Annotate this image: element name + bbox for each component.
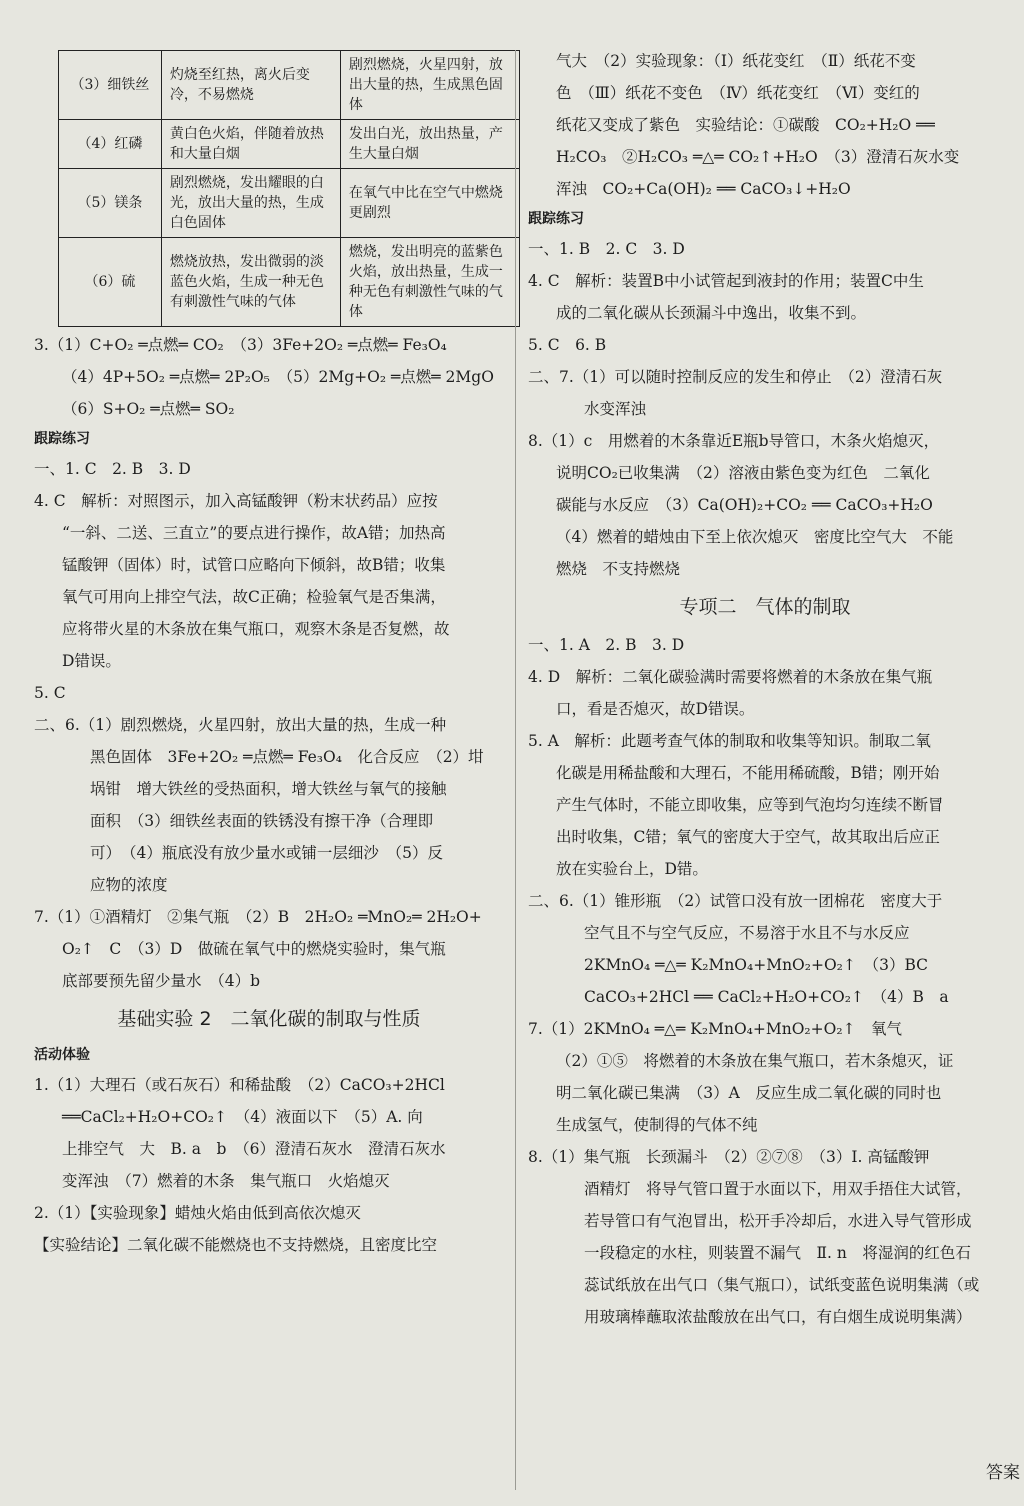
text-line: 二、7.（1）可以随时控制反应的发生和停止 （2）澄清石灰 <box>528 368 943 386</box>
text-line: 【实验结论】二氧化碳不能燃烧也不支持燃烧，且密度比空 <box>34 1236 438 1254</box>
text-line: 浑浊 CO₂+Ca(OH)₂ ══ CaCO₃↓+H₂O <box>556 180 851 198</box>
text-line: 5. C <box>34 684 66 702</box>
text-line: 产生气体时，不能立即收集，应等到气泡均匀连续不断冒 <box>556 796 944 814</box>
text-line: 4. D 解析：二氧化碳验满时需要将燃着的木条放在集气瓶 <box>528 668 933 686</box>
text-line: 燃烧 不支持燃烧 <box>556 560 681 578</box>
text-line: 放在实验台上，D错。 <box>556 860 708 878</box>
text-line: D错误。 <box>62 652 121 670</box>
section-heading: 专项二 气体的制取 <box>679 596 851 618</box>
text-line: 7.（1）①酒精灯 ②集气瓶 （2）B 2H₂O₂ ═MnO₂═ 2H₂O+ <box>34 908 482 926</box>
text-line: 1.（1）大理石（或石灰石）和稀盐酸 （2）CaCO₃+2HCl <box>34 1076 445 1094</box>
table-cell-air: 燃烧放热，发出微弱的淡蓝色火焰，生成一种无色有刺激性气味的气体 <box>161 238 340 327</box>
text-line: 2KMnO₄ ═△═ K₂MnO₄+MnO₂+O₂↑ （3）BC <box>584 956 929 974</box>
text-line: 4. C 解析：对照图示，加入高锰酸钾（粉末状药品）应按 <box>34 492 438 510</box>
section-heading: 基础实验 2 二氧化碳的制取与性质 <box>117 1008 421 1030</box>
footer-label: 答案 <box>986 1463 1020 1483</box>
text-line: 水变浑浊 <box>584 400 647 418</box>
text-line: 5. A 解析：此题考查气体的制取和收集等知识。制取二氧 <box>528 732 931 750</box>
text-line: （4）燃着的蜡烛由下至上依次熄灭 密度比空气大 不能 <box>556 528 954 546</box>
text-line: H₂CO₃ ②H₂CO₃ ═△═ CO₂↑+H₂O （3）澄清石灰水变 <box>556 148 960 166</box>
text-line: 说明CO₂已收集满 （2）溶液由紫色变为红色 二氧化 <box>556 464 930 482</box>
column-divider <box>515 50 516 1490</box>
text-line: （4）4P+5O₂ ═点燃═ 2P₂O₅ （5）2Mg+O₂ ═点燃═ 2MgO <box>62 368 494 386</box>
text-line: CaCO₃+2HCl ══ CaCl₂+H₂O+CO₂↑ （4）B a <box>584 988 949 1006</box>
text-line: 口，看是否熄灭，故D错误。 <box>556 700 755 718</box>
text-line: 7.（1）2KMnO₄ ═△═ K₂MnO₄+MnO₂+O₂↑ 氧气 <box>528 1020 903 1038</box>
text-line: 用玻璃棒蘸取浓盐酸放在出气口，有白烟生成说明集满） <box>584 1308 972 1326</box>
text-line: 若导管口有气泡冒出，松开手冷却后，水进入导气管形成 <box>584 1212 972 1230</box>
text-line: 成的二氧化碳从长颈漏斗中逸出，收集不到。 <box>556 304 867 322</box>
table-cell-name: （3）细铁丝 <box>59 51 162 120</box>
text-line: 生成氢气，使制得的气体不纯 <box>556 1116 758 1134</box>
text-line: 8.（1）集气瓶 长颈漏斗 （2）②⑦⑧ （3）Ⅰ. 高锰酸钾 <box>528 1148 930 1166</box>
text-line: （2）①⑤ 将燃着的木条放在集气瓶口，若木条熄灭，证 <box>556 1052 954 1070</box>
text-line: 8.（1）c 用燃着的木条靠近E瓶b导管口，木条火焰熄灭， <box>528 432 940 450</box>
text-line: 明二氧化碳已集满 （3）A 反应生成二氧化碳的同时也 <box>556 1084 942 1102</box>
text-line: 化碳是用稀盐酸和大理石，不能用稀硫酸，B错；刚开始 <box>556 764 940 782</box>
table-row <box>59 238 520 327</box>
text-line: 4. C 解析：装置B中小试管起到液封的作用；装置C中生 <box>528 272 924 290</box>
left-text <box>34 329 504 1261</box>
text-line: 变浑浊 （7）燃着的木条 集气瓶口 火焰熄灭 <box>62 1172 390 1190</box>
table-cell-name: （6）硫 <box>59 238 162 327</box>
text-line: 锰酸钾（固体）时，试管口应略向下倾斜，故B错；收集 <box>62 556 446 574</box>
text-line: 一、1. A 2. B 3. D <box>528 636 685 654</box>
text-line: 二、6.（1）锥形瓶 （2）试管口没有放一团棉花 密度大于 <box>528 892 943 910</box>
table-cell-oxygen: 发出白光，放出热量，产生大量白烟 <box>340 120 519 169</box>
table-cell-air: 灼烧至红热，离火后变冷，不易燃烧 <box>161 51 340 120</box>
text-line: 一段稳定的水柱，则装置不漏气 Ⅱ. n 将湿润的红色石 <box>584 1244 971 1262</box>
table-cell-oxygen: 在氧气中比在空气中燃烧更剧烈 <box>340 169 519 238</box>
text-line: 一、1. C 2. B 3. D <box>34 460 191 478</box>
text-line: O₂↑ C （3）D 做硫在氧气中的燃烧实验时，集气瓶 <box>62 940 446 958</box>
left-column <box>34 50 504 1261</box>
text-line: 上排空气 大 B. a b （6）澄清石灰水 澄清石灰水 <box>62 1140 446 1158</box>
text-line: （6）S+O₂ ═点燃═ SO₂ <box>62 400 235 418</box>
table-row <box>59 51 520 120</box>
table-cell-oxygen: 燃烧，发出明亮的蓝紫色火焰，放出热量，生成一种无色有刺激性气味的气体 <box>340 238 519 327</box>
right-column <box>528 45 1002 1333</box>
text-line: 二、6.（1）剧烈燃烧，火星四射，放出大量的热，生成一种 <box>34 716 447 734</box>
text-line: 碳能与水反应 （3）Ca(OH)₂+CO₂ ══ CaCO₃+H₂O <box>556 496 933 514</box>
text-line: 应将带火星的木条放在集气瓶口，观察木条是否复燃，故 <box>62 620 450 638</box>
table-row <box>59 169 520 238</box>
text-line: 色 （Ⅲ）纸花不变色 （Ⅳ）纸花变红 （Ⅵ）变红的 <box>556 84 920 102</box>
subsection-heading: 活动体验 <box>34 1047 90 1063</box>
text-line: 可） （4）瓶底没有放少量水或铺一层细沙 （5）反 <box>90 844 443 862</box>
text-line: 一、1. B 2. C 3. D <box>528 240 685 258</box>
text-line: 埚钳 增大铁丝的受热面积，增大铁丝与氧气的接触 <box>90 780 447 798</box>
text-line: 纸花又变成了紫色 实验结论：①碳酸 CO₂+H₂O ══ <box>556 116 935 134</box>
text-line: 2.（1）【实验现象】蜡烛火焰由低到高依次熄灭 <box>34 1204 361 1222</box>
text-line: 酒精灯 将导气管口置于水面以下，用双手捂住大试管， <box>584 1180 972 1198</box>
table-row <box>59 120 520 169</box>
text-line: 底部要预先留少量水 （4）b <box>62 972 261 990</box>
text-line: 3.（1）C+O₂ ═点燃═ CO₂ （3）3Fe+2O₂ ═点燃═ Fe₃O₄ <box>34 336 447 354</box>
table-cell-air: 剧烈燃烧，发出耀眼的白光，放出大量的热，生成白色固体 <box>161 169 340 238</box>
text-line: “一斜、二送、三直立”的要点进行操作，故A错；加热高 <box>62 524 446 542</box>
right-text <box>528 45 1002 1333</box>
text-line: 蕊试纸放在出气口（集气瓶口），试纸变蓝色说明集满（或 <box>584 1276 980 1294</box>
subsection-heading: 跟踪练习 <box>34 431 90 447</box>
table-cell-name: （4）红磷 <box>59 120 162 169</box>
subsection-heading: 跟踪练习 <box>528 211 584 227</box>
text-line: ══CaCl₂+H₂O+CO₂↑ （4）液面以下 （5）A. 向 <box>62 1108 423 1126</box>
text-line: 空气且不与空气反应，不易溶于水且不与水反应 <box>584 924 910 942</box>
table-cell-air: 黄白色火焰，伴随着放热和大量白烟 <box>161 120 340 169</box>
text-line: 出时收集，C错；氧气的密度大于空气，故其取出后应正 <box>556 828 940 846</box>
text-line: 面积 （3）细铁丝表面的铁锈没有擦干净（合理即 <box>90 812 434 830</box>
combustion-table <box>58 50 520 327</box>
table-cell-oxygen: 剧烈燃烧，火星四射，放出大量的热，生成黑色固体 <box>340 51 519 120</box>
table-cell-name: （5）镁条 <box>59 169 162 238</box>
text-line: 氧气可用向上排空气法，故C正确；检验氧气是否集满， <box>62 588 446 606</box>
text-line: 黑色固体 3Fe+2O₂ ═点燃═ Fe₃O₄ 化合反应 （2）坩 <box>90 748 484 766</box>
text-line: 5. C 6. B <box>528 336 607 354</box>
text-line: 应物的浓度 <box>90 876 168 894</box>
text-line: 气大 （2）实验现象：（Ⅰ）纸花变红 （Ⅱ）纸花不变 <box>556 52 916 70</box>
